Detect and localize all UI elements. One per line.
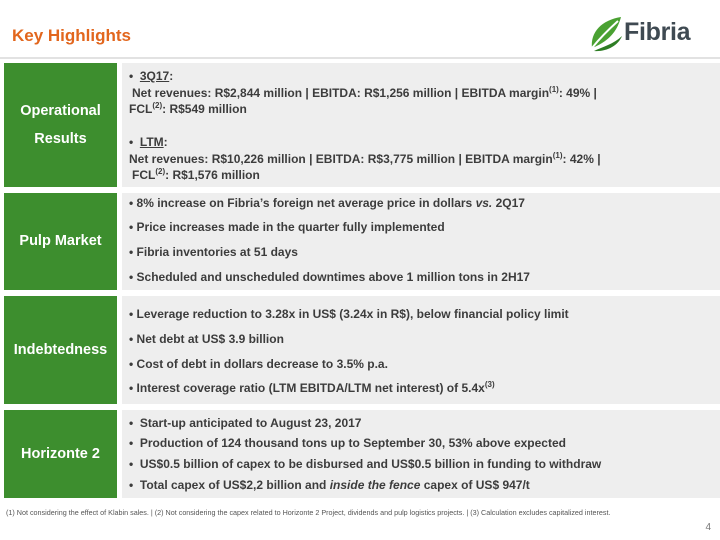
bullet-item: • Scheduled and unscheduled downtimes above 1 million tons in 2H17 <box>129 270 530 284</box>
section-label-pulp: Pulp Market <box>4 193 117 290</box>
section-label-operational <box>4 63 117 187</box>
page-title: Key Highlights <box>12 26 132 45</box>
section-content-operational <box>122 63 720 187</box>
section-label-indebtedness: Indebtedness <box>4 296 117 404</box>
section-indebtedness <box>4 296 720 404</box>
text-line: Net revenues: R$2,844 million | EBITDA: R$1,256 million | EBITDA margin$^{(1)}$: 49% | <box>132 85 597 100</box>
header-divider <box>0 57 720 59</box>
text-line: Net revenues: R$10,226 million | EBITDA: R$3,775 million | EBITDA margin$^{(1)}$: 42% | <box>129 151 601 166</box>
period-label-3q17: 3Q17 <box>139 69 170 83</box>
logo-wordmark: Fibria <box>624 18 691 46</box>
bullet-item: • Production of 124 thousand tons up to September 30, 53% above expected <box>129 436 566 450</box>
bullet-item: • US$0.5 billion of capex to be disbursed and US$0.5 billion in funding to withdraw <box>129 457 602 471</box>
bullet-item: • Fibria inventories at 51 days <box>129 245 298 259</box>
section-operational-results <box>4 63 720 187</box>
bullet-item: • 8% increase on Fibria’s foreign net average price in dollars vs. 2Q17 <box>129 196 525 210</box>
bullet-item: • Interest coverage ratio (LTM EBITDA/LTM net interest) of $5.4x^{(3)}$ <box>129 380 495 395</box>
bullet-ltm: • LTM: <box>129 135 168 149</box>
page-number: 4 <box>705 522 711 533</box>
section-content-horizonte <box>122 410 720 498</box>
text-line: FCL$^{(2)}$: R$549 million <box>129 101 247 116</box>
leaf-logo-icon <box>588 14 624 54</box>
bullet-item: • Start-up anticipated to August 23, 2017 <box>129 416 362 430</box>
footnote: (1) Not considering the effect of Klabin sales. | (2) Not considering the capex related to Horizonte 2 Project, dividends and pulp logistics projects. | (3) Calculation excludes capitalized interest. <box>6 508 611 517</box>
period-label-ltm: LTM <box>139 135 164 149</box>
label-line-1: Operational <box>20 102 101 119</box>
label-line-2: Results <box>34 131 87 147</box>
section-content-indebtedness <box>122 296 720 404</box>
bullet-item: • Price increases made in the quarter fully implemented <box>129 220 445 234</box>
bullet-3q17: • 3Q17: <box>129 69 174 83</box>
section-horizonte-2 <box>4 410 720 498</box>
fibria-logo <box>588 14 704 54</box>
text-line: FCL$^{(2)}$: R$1,576 million <box>132 167 260 182</box>
section-label-horizonte: Horizonte 2 <box>4 410 117 498</box>
section-pulp-market <box>4 193 720 290</box>
bullet-item: • Cost of debt in dollars decrease to 3.5% p.a. <box>129 357 388 371</box>
bullet-item: • Leverage reduction to 3.28x in US$ (3.24x in R$), below financial policy limit <box>129 307 569 321</box>
bullet-item: • Net debt at US$ 3.9 billion <box>129 332 284 346</box>
bullet-item: • Total capex of US$2,2 billion and inside the fence capex of US$ 947/t <box>129 478 530 492</box>
section-content-pulp <box>122 193 720 290</box>
